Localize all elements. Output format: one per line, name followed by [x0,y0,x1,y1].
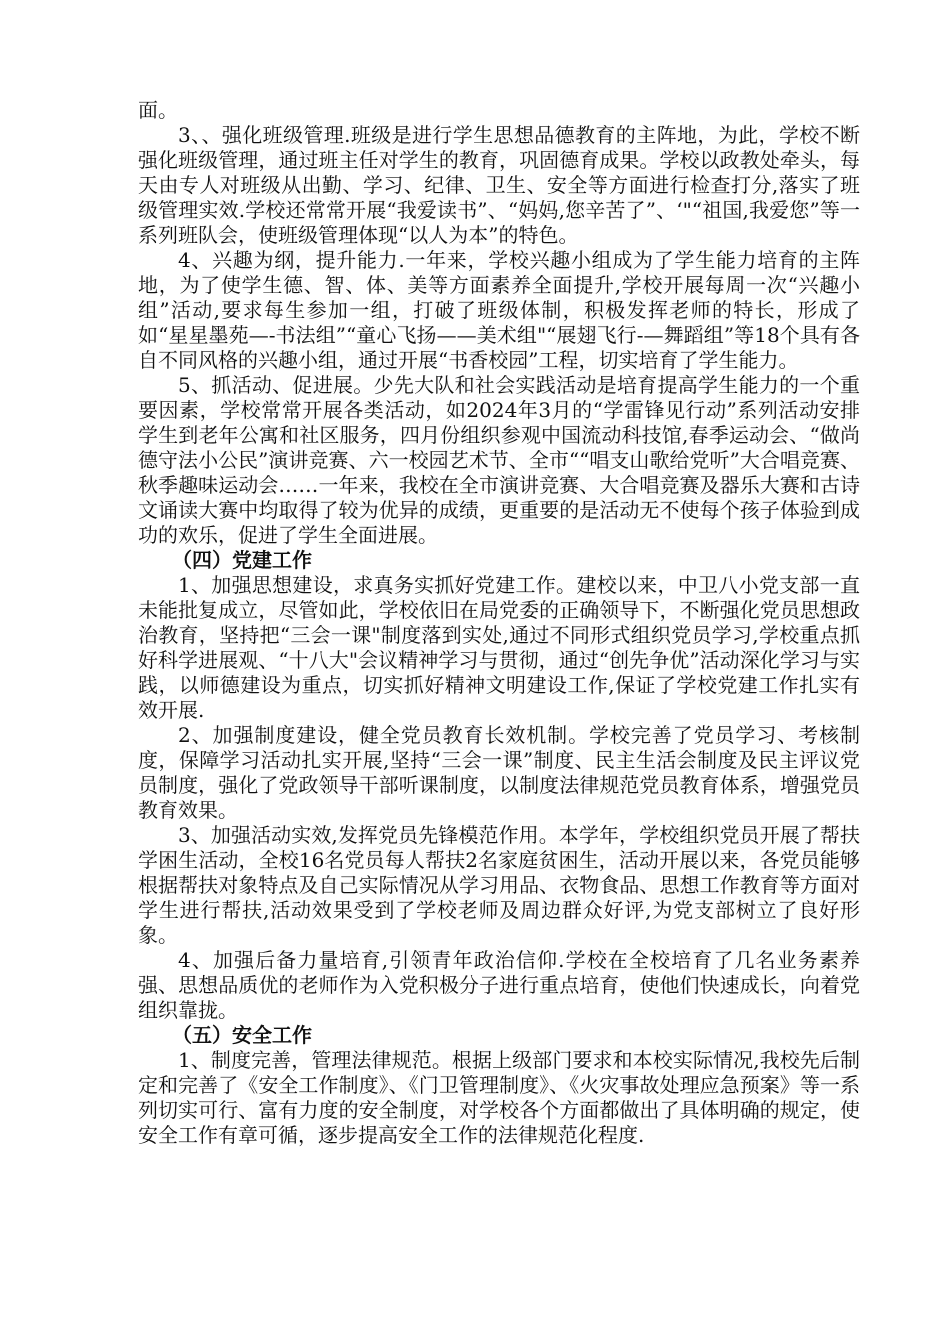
paragraph-activities: 5、抓活动、促进展。少先大队和社会实践活动是培育提高学生能力的一个重要因素，学校常常开展各类活动，如2024年3月的“学雷锋见行动”系列活动安排学生到老年公寓和社区服务，四月份组织参观中国流动科技馆,春季运动会、“做尚德守法小公民”演讲竞赛、六一校园艺术节、全市““唱支山歌给党听”大合唱竞赛、秋季趣味运动会……一年来，我校在全市演讲竞赛、大合唱竞赛及器乐大赛和古诗文诵读大赛中均取得了较为优异的成绩，更重要的是活动无不使每个孩子体验到成功的欢乐，促进了学生全面进展。 [138,373,860,547]
paragraph-interest-groups: 4、兴趣为纲，提升能力.一年来，学校兴趣小组成为了学生能力培育的主阵地，为了使学生德、智、体、美等方面素养全面提升,学校开展每周一次“兴趣小组”活动,要求每生参加一组，打破了班级体制，积极发挥老师的特长，形成了如“星星墨苑—-书法组”“童心飞扬——美术组"“展翅飞行-—舞蹈组”等18个具有各自不同风格的兴趣小组，通过开展“书香校园”工程，切实培育了学生能力。 [138,248,860,372]
paragraph-party-system: 2、加强制度建设，健全党员教育长效机制。学校完善了党员学习、考核制度，保障学习活动扎实开展,坚持“三会一课”制度、民主生活会制度及民主评议党员制度，强化了党政领导干部听课制度，以制度法律规范党员教育体系，增强党员教育效果。 [138,723,860,822]
paragraph-party-ideology: 1、加强思想建设，求真务实抓好党建工作。建校以来，中卫八小党支部一直未能批复成立，尽管如此，学校依旧在局党委的正确领导下，不断强化党员思想政治教育，坚持把“三会一课"制度落到实处,通过不同形式组织党员学习,学校重点抓好科学进展观、“十八大"会议精神学习与贯彻，通过“创先争优”活动深化学习与实践，以师德建设为重点，切实抓好精神文明建设工作,保证了学校党建工作扎实有效开展. [138,573,860,722]
paragraph-class-management: 3、、强化班级管理.班级是进行学生思想品德教育的主阵地，为此，学校不断强化班级管理，通过班主任对学生的教育，巩固德育成果。学校以政教处牵头，每天由专人对班级从出勤、学习、纪律、卫生、安全等方面进行检查打分,落实了班级管理实效.学校还常常开展“我爱读书”、“妈妈,您辛苦了”、‘"“祖国,我爱您”等一系列班队会，使班级管理体现“以人为本”的特色。 [138,123,860,247]
paragraph-continuation: 面。 [138,98,178,122]
section-heading-party-building: （四）党建工作 [172,548,312,572]
paragraph-party-activities: 3、加强活动实效,发挥党员先锋模范作用。本学年，学校组织党员开展了帮扶学困生活动，全校16名党员每人帮扶2名家庭贫困生，活动开展以来，各党员能够根据帮扶对象特点及自己实际情况从学习用品、衣物食品、思想工作教育等方面对学生进行帮扶,活动效果受到了学校老师及周边群众好评,为党支部树立了良好形象。 [138,823,860,947]
paragraph-party-reserve: 4、加强后备力量培育,引领青年政治信仰.学校在全校培育了几名业务素养强、思想品质优的老师作为入党积极分子进行重点培育，使他们快速成长，向着党组织靠拢。 [138,948,860,1022]
section-heading-safety: （五）安全工作 [172,1023,312,1047]
paragraph-safety-system: 1、制度完善，管理法律规范。根据上级部门要求和本校实际情况,我校先后制定和完善了《安全工作制度》、《门卫管理制度》、《火灾事故处理应急预案》等一系列切实可行、富有力度的安全制度，对学校各个方面都做出了具体明确的规定，使安全工作有章可循，逐步提高安全工作的法律规范化程度. [138,1048,860,1147]
document-page [138,98,860,1148]
